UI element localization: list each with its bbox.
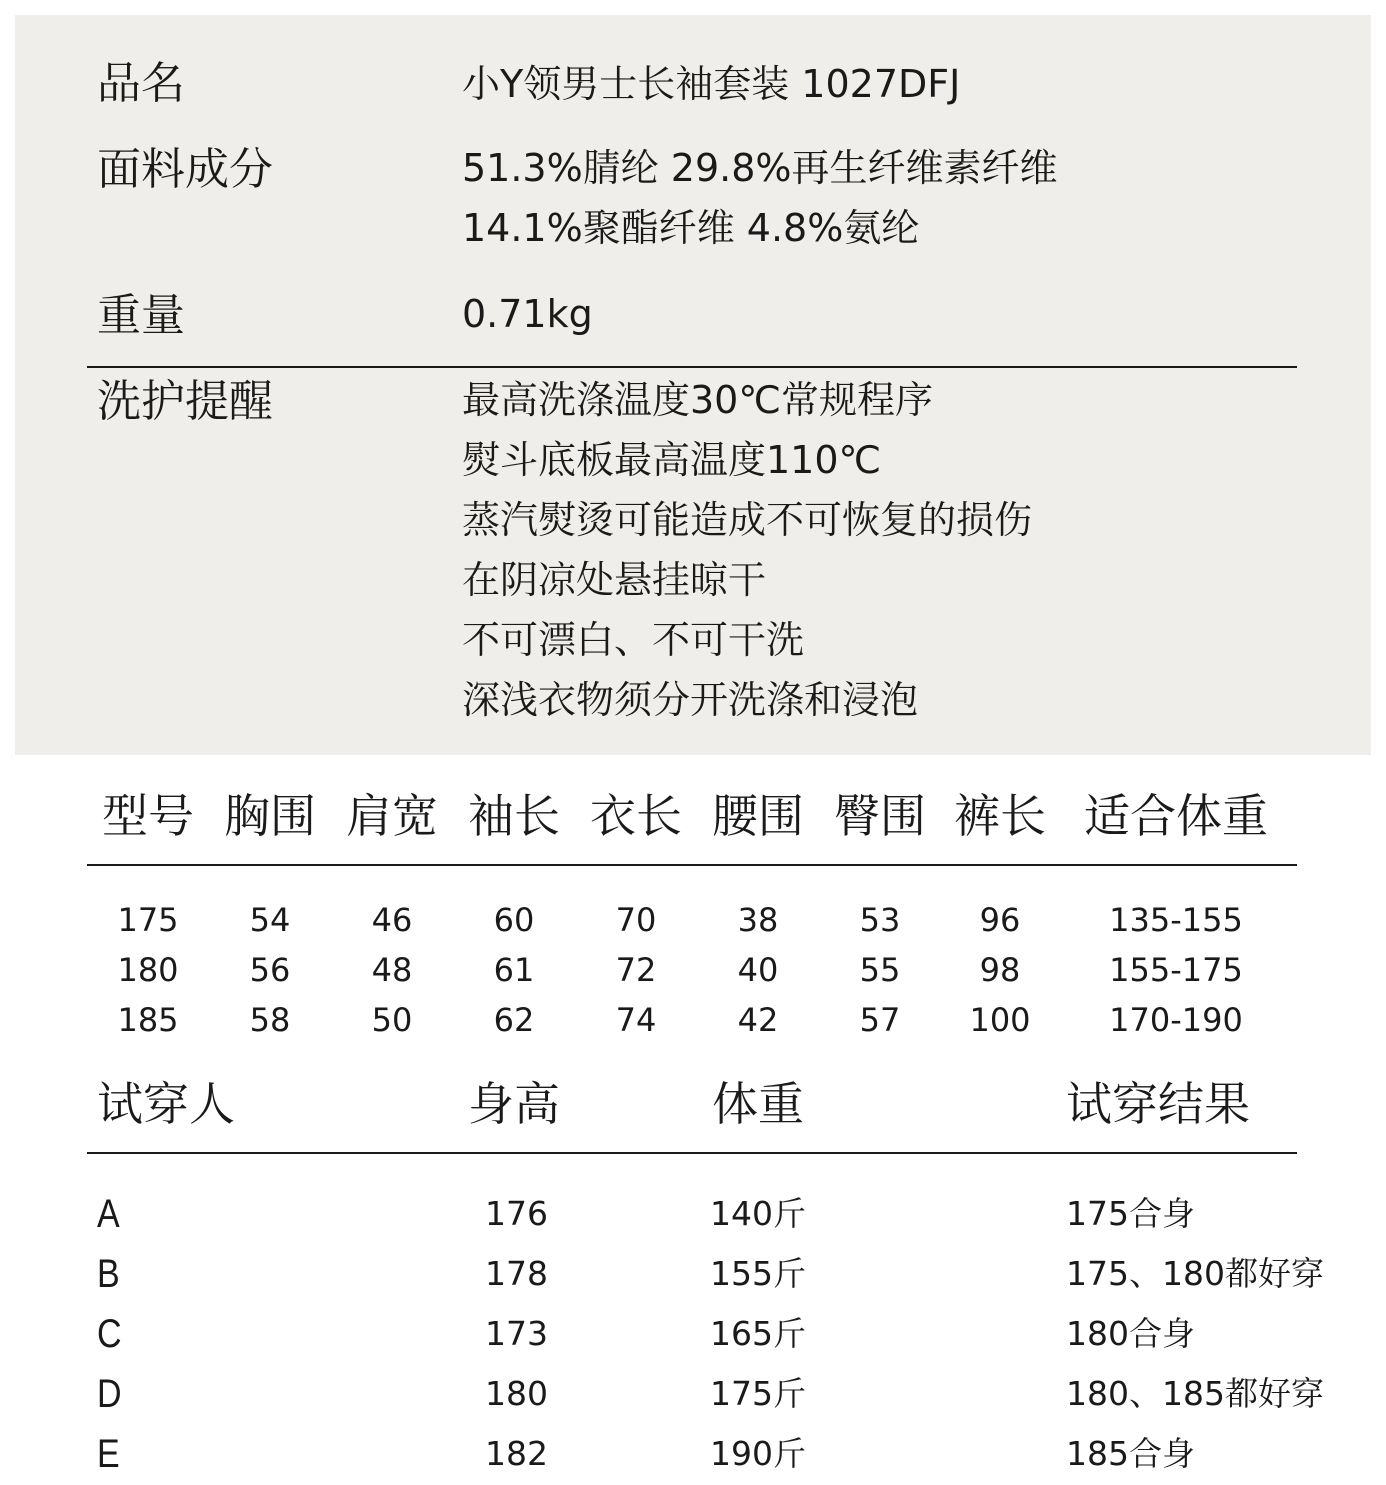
fabric-line: 14.1%聚酯纤维 4.8%氨纶: [462, 206, 920, 250]
fit-table-divider: [87, 1152, 1297, 1154]
size-table-header: 腰围: [712, 789, 804, 843]
tester-weight: 165斤: [710, 1314, 806, 1353]
size-table-cell: 185: [117, 1001, 179, 1039]
care-instruction: 在阴凉处悬挂晾干: [462, 558, 767, 602]
fit-table-header: 试穿结果: [1066, 1077, 1250, 1131]
size-table-cell: 62: [493, 1001, 535, 1039]
tester-name: B: [97, 1252, 120, 1296]
size-table-cell: 72: [615, 951, 657, 989]
size-table-cell: 98: [979, 951, 1021, 989]
fit-table-header: 试穿人: [97, 1077, 235, 1131]
size-table-header: 裤长: [954, 789, 1046, 843]
tester-height: 182: [485, 1434, 548, 1473]
size-table-header: 型号: [102, 789, 194, 843]
tester-weight: 155斤: [710, 1254, 806, 1293]
tester-height: 173: [485, 1314, 548, 1353]
size-table-cell: 70: [615, 901, 657, 939]
section-divider: [87, 366, 1297, 368]
care-label: 洗护提醒: [97, 376, 273, 427]
size-table-header: 臀围: [834, 789, 926, 843]
size-table-cell: 40: [737, 951, 779, 989]
tester-name: A: [97, 1192, 120, 1236]
size-table-cell: 100: [969, 1001, 1031, 1039]
tester-height: 178: [485, 1254, 548, 1293]
tester-name: C: [97, 1312, 122, 1356]
fabric-line: 51.3%腈纶 29.8%再生纤维素纤维: [462, 146, 1058, 190]
size-table-cell: 61: [493, 951, 535, 989]
size-table-header: 袖长: [468, 789, 560, 843]
size-table-cell: 58: [249, 1001, 291, 1039]
size-table-divider: [87, 864, 1297, 866]
fit-result: 180合身: [1066, 1314, 1195, 1353]
tester-height: 176: [485, 1194, 548, 1233]
tester-name: D: [97, 1372, 122, 1416]
care-instruction: 熨斗底板最高温度110℃: [462, 438, 882, 482]
tester-weight: 140斤: [710, 1194, 806, 1233]
size-table-cell: 53: [859, 901, 901, 939]
fit-table-header: 体重: [712, 1077, 804, 1131]
tester-height: 180: [485, 1374, 548, 1413]
size-table-cell: 50: [371, 1001, 413, 1039]
tester-weight: 190斤: [710, 1434, 806, 1473]
care-instruction: 最高洗涤温度30℃常规程序: [462, 378, 934, 422]
fit-result: 180、185都好穿: [1066, 1374, 1324, 1413]
size-table-cell: 54: [249, 901, 291, 939]
size-table-header: 适合体重: [1084, 789, 1268, 843]
size-table-header: 胸围: [224, 789, 316, 843]
fit-table-header: 身高: [468, 1077, 560, 1131]
size-table-header: 衣长: [590, 789, 682, 843]
weight-label: 重量: [97, 290, 185, 341]
size-table-cell: 57: [859, 1001, 901, 1039]
fit-result: 185合身: [1066, 1434, 1195, 1473]
care-instruction: 不可漂白、不可干洗: [462, 618, 805, 662]
size-table-cell: 55: [859, 951, 901, 989]
care-instruction: 深浅衣物须分开洗涤和浸泡: [462, 678, 919, 722]
size-table-cell: 175: [117, 901, 179, 939]
tester-name: E: [97, 1432, 120, 1476]
size-table-cell: 135-155: [1109, 901, 1243, 939]
fit-result: 175、180都好穿: [1066, 1254, 1324, 1293]
size-table-cell: 56: [249, 951, 291, 989]
product-name-value: 小Y领男士长袖套装 1027DFJ: [462, 62, 961, 106]
size-table-cell: 38: [737, 901, 779, 939]
weight-value: 0.71kg: [462, 292, 593, 336]
size-table-cell: 96: [979, 901, 1021, 939]
size-table-cell: 180: [117, 951, 179, 989]
size-table-cell: 60: [493, 901, 535, 939]
product-name-label: 品名: [97, 58, 185, 109]
size-table-cell: 48: [371, 951, 413, 989]
size-table-cell: 74: [615, 1001, 657, 1039]
size-table-cell: 46: [371, 901, 413, 939]
tester-weight: 175斤: [710, 1374, 806, 1413]
size-table-cell: 42: [737, 1001, 779, 1039]
fit-result: 175合身: [1066, 1194, 1195, 1233]
size-table-cell: 155-175: [1109, 951, 1243, 989]
size-table-header: 肩宽: [346, 789, 438, 843]
size-table-cell: 170-190: [1109, 1001, 1243, 1039]
care-instruction: 蒸汽熨烫可能造成不可恢复的损伤: [462, 498, 1033, 542]
fabric-label: 面料成分: [97, 144, 273, 195]
